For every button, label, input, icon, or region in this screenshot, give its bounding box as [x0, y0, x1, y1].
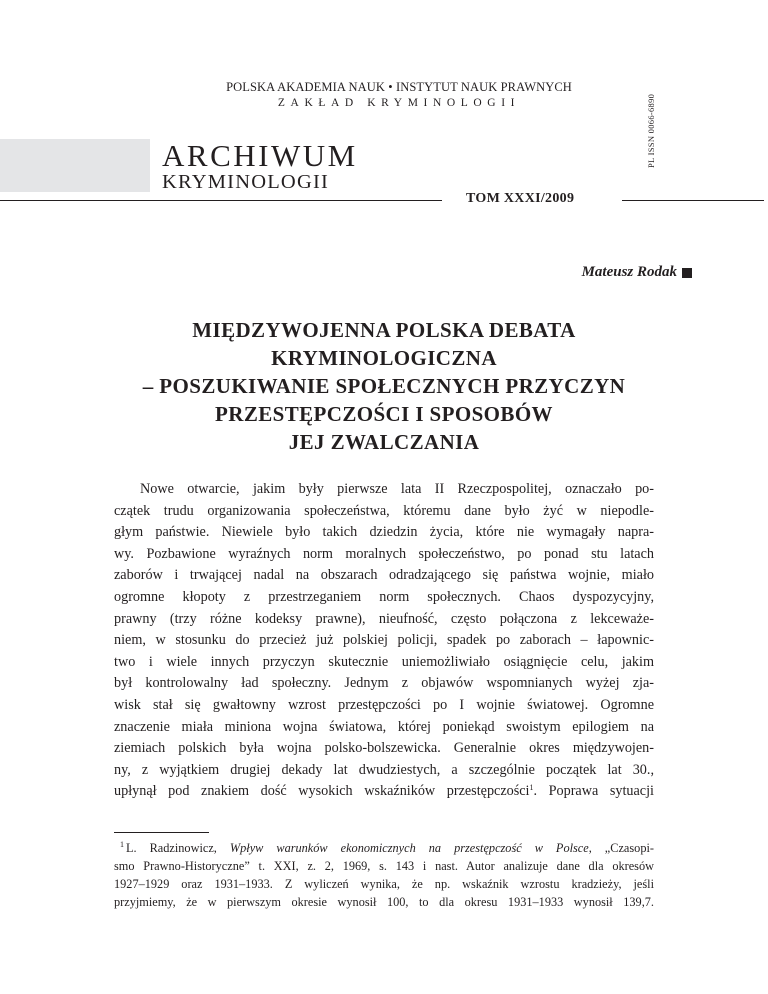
- body-line: ny, z wyjątkiem drugiej dekady lat dwudziestych, a szczególnie początek lat 30.,: [114, 761, 654, 778]
- footnote-line: [114, 839, 654, 857]
- body-line: two i wiele innych przyczyn skutecznie uniemożliwiało osiągnięcie celu, jakim: [114, 653, 654, 670]
- title-line: PRZESTĘPCZOŚCI I SPOSOBÓW: [215, 402, 553, 426]
- body-line: wisk stał się gwałtowny wzrost przestępczości po I wojnie światowej. Ogromne: [114, 696, 654, 713]
- header-rule-right: [622, 200, 764, 201]
- title-line: – POSZUKIWANIE SPOŁECZNYCH PRZYCZYN: [142, 374, 626, 398]
- article-title: [70, 316, 698, 456]
- footnote-line: 1927–1929 oraz 1931–1933. Z wyliczeń wynika, że np. wskaźnik wzrostu kradzieży, jeśli: [114, 877, 654, 891]
- body-line-with-ref: [114, 781, 654, 803]
- article-body: [114, 479, 654, 803]
- journal-title-line1: ARCHIWUM: [162, 138, 358, 173]
- body-line: znaczenie miała miniona wojna światowa, której poniekąd swoistym epilogiem na: [114, 718, 654, 735]
- body-line: czątek trudu organizowania społeczeństwa, któremu dane było żyć w niepodle-: [114, 502, 654, 519]
- body-line: prawny (trzy różne kodeksy prawne), nieufność, często połączona z lekceważe-: [114, 610, 654, 627]
- title-line: JEJ ZWALCZANIA: [288, 430, 480, 454]
- footnote-line: smo Prawno-Historyczne” t. XXI, z. 2, 1969, s. 143 i nast. Autor analizuje dane dla okresów: [114, 859, 654, 873]
- author-square-marker: [682, 268, 692, 278]
- article-author: Mateusz Rodak: [581, 264, 677, 280]
- issn-label: PL ISSN 0066-6890: [646, 93, 656, 168]
- footnote-text-segment: , „Czasopi-: [588, 841, 654, 855]
- body-line: ziemiach polskich była wojna polsko-bolszewicka. Generalnie okres międzywojen-: [114, 740, 654, 757]
- body-text-segment: upłynął pod znakiem dość wysokich wskaźników przestępczości: [114, 783, 530, 800]
- department-name: ZAKŁAD KRYMINOLOGII: [277, 97, 521, 109]
- body-line: Nowe otwarcie, jakim były pierwsze lata II Rzeczpospolitej, oznaczało po-: [140, 481, 654, 497]
- footnote-reference[interactable]: 1: [529, 783, 534, 793]
- footnote-line: przyjmiemy, że w pierwszym okresie wynosił 100, to dla okresu 1931–1933 wynosił 139,7.: [114, 895, 654, 909]
- footnote-cited-title: Wpływ warunków ekonomicznych na przestępczość w Polsce: [229, 841, 589, 855]
- footnote-rule: [114, 832, 209, 833]
- body-line: zaborów i trwającej nadal na obszarach odradzającego się państwa wojnie, miało: [114, 567, 654, 584]
- institution-name: POLSKA AKADEMIA NAUK • INSTYTUT NAUK PRAWNYCH: [226, 80, 572, 94]
- volume-label: TOM XXXI/2009: [466, 191, 575, 206]
- body-line: był kontrolowalny ład społeczny. Jednym z objawów wspomnianych wyżej zja-: [114, 675, 654, 692]
- footnote: [114, 839, 654, 911]
- journal-title-line2: KRYMINOLOGII: [162, 171, 329, 193]
- body-line: wy. Pozbawione wyraźnych norm moralnych społeczeństwo, po ponad stu latach: [114, 545, 654, 562]
- body-text-segment: . Poprawa sytuacji: [533, 783, 654, 800]
- title-line: KRYMINOLOGICZNA: [271, 346, 497, 370]
- body-line: ogromne kłopoty z przestrzeganiem norm społecznych. Chaos dyspozycyjny,: [114, 588, 654, 605]
- journal-title-band: [0, 139, 150, 192]
- footnote-number: 1: [120, 840, 124, 849]
- body-line: głym państwie. Niewiele było takich dziedzin życia, które nie wymagały napra-: [114, 524, 654, 541]
- title-line: MIĘDZYWOJENNA POLSKA DEBATA: [192, 318, 576, 342]
- header-rule-left: [0, 200, 442, 201]
- footnote-author: L. Radzinowicz,: [126, 841, 230, 855]
- body-line: niem, w stosunku do przecież już polskiej policji, spadek po zaborach – łapownic-: [114, 632, 654, 649]
